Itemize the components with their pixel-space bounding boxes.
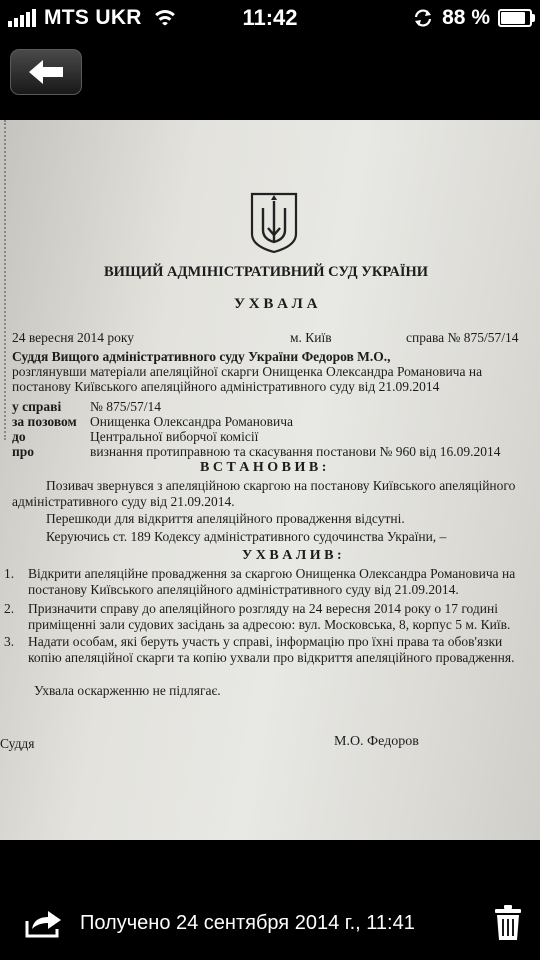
item-2-line-2: приміщенні зали судових засідань за адресою: вул. Московська, 8, корпус 5 м. Київ. <box>28 617 511 632</box>
item-2-line-1: Призначити справу до апеляційного розгляду на 24 вересня 2014 року о 17 годині <box>28 601 498 616</box>
received-timestamp: Получено 24 сентября 2014 г., 11:41 <box>80 911 415 934</box>
document-photo[interactable] <box>0 120 540 840</box>
sync-icon <box>412 8 434 28</box>
reviewed-line-1: розглянувши матеріали апеляційної скарги Онищенка Олександра Романовича на <box>12 364 483 379</box>
battery-percent: 88 % <box>442 6 490 29</box>
doc-title: У Х В А Л А <box>234 296 318 312</box>
back-arrow-icon <box>27 58 65 86</box>
status-time: 11:42 <box>242 5 298 30</box>
trident-emblem-icon <box>249 192 299 254</box>
value-about: визнання протиправною та скасування постанови № 960 від 16.09.2014 <box>90 444 501 459</box>
share-icon[interactable] <box>24 907 64 939</box>
court-name: ВИЩИЙ АДМІНІСТРАТИВНИЙ СУД УКРАЇНИ <box>104 264 429 280</box>
wifi-icon <box>152 8 178 28</box>
doc-city: м. Київ <box>290 330 332 345</box>
established-heading: В С Т А Н О В И В : <box>200 460 327 475</box>
item-3-number: 3. <box>4 634 15 649</box>
label-about: про <box>12 444 35 459</box>
nav-bar <box>0 36 540 120</box>
bottom-toolbar <box>0 886 540 960</box>
battery-icon <box>498 9 532 27</box>
trash-icon[interactable] <box>494 905 522 941</box>
item-2-number: 2. <box>4 601 15 616</box>
item-1-line-1: Відкрити апеляційне провадження за скаргою Онищенка Олександра Романовича на <box>28 566 516 581</box>
item-1-line-2: постанову Київського апеляційного адміністративного суду від 21.09.2014. <box>28 582 459 597</box>
judge-line: Суддя Вищого адміністративного суду України Федоров М.О., <box>12 349 391 364</box>
doc-date: 24 вересня 2014 року <box>12 330 135 345</box>
item-1-number: 1. <box>4 566 15 581</box>
signal-bars-icon <box>8 9 36 27</box>
paragraph-3: Керуючись ст. 189 Кодексу адміністративного судочинства України, – <box>46 529 447 544</box>
reviewed-line-2: постанову Київського апеляційного адміністративного суду від 21.09.2014 <box>12 379 440 394</box>
paragraph-1-line-1: Позивач звернувся з апеляційною скаргою на постанову Київського апеляційного <box>46 478 516 493</box>
item-3-line-1: Надати особам, які беруть участь у справі, інформацію про їхні права та обов'язки <box>28 634 503 649</box>
value-case: № 875/57/14 <box>90 399 162 414</box>
case-number: справа № 875/57/14 <box>406 330 519 345</box>
value-claim: Онищенка Олександра Романовича <box>90 414 294 429</box>
resolved-heading: У Х В А Л И В : <box>242 548 342 563</box>
item-3-line-2: копію апеляційної скарги та копію ухвали про відкриття апеляційного провадження. <box>28 650 515 665</box>
paragraph-1-line-2: адміністративного суду від 21.09.2014. <box>12 494 235 509</box>
signature-label: Суддя <box>0 736 35 751</box>
label-claim: за позовом <box>12 414 77 429</box>
battery-fill <box>501 12 525 24</box>
value-to: Центральної виборчої комісії <box>90 429 259 444</box>
carrier-name: MTS UKR <box>44 6 142 29</box>
judge-signature-name: М.О. Федоров <box>334 734 419 749</box>
back-button[interactable] <box>10 49 82 95</box>
label-case: у справі <box>12 399 62 414</box>
final-note: Ухвала оскарженню не підлягає. <box>34 683 221 698</box>
status-bar <box>0 0 540 36</box>
label-to: до <box>12 429 26 444</box>
paragraph-2: Перешкоди для відкриття апеляційного провадження відсутні. <box>46 511 405 526</box>
